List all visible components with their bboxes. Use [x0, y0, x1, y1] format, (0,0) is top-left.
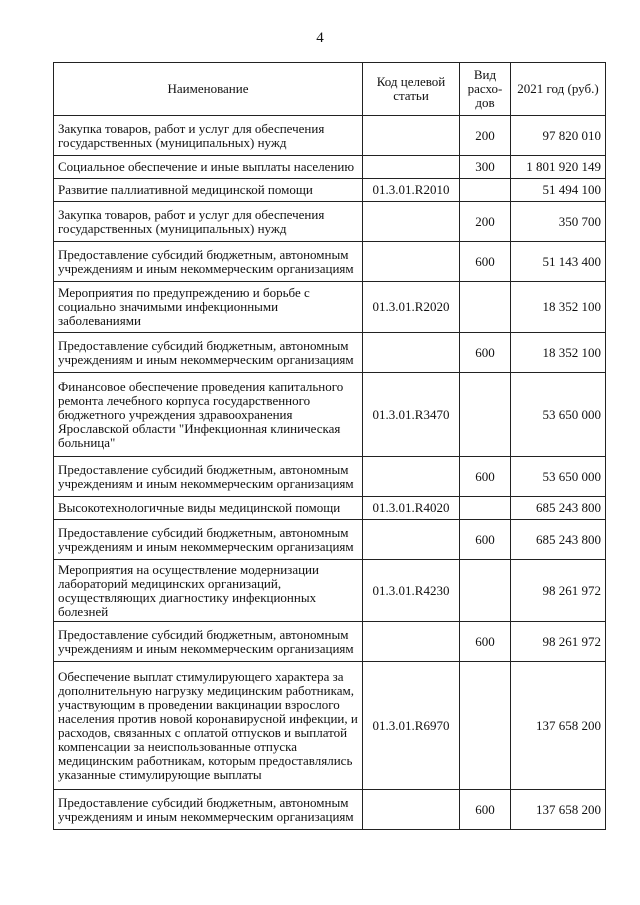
- row-code-cell: 01.3.01.R3470: [363, 373, 460, 457]
- table-row: [54, 622, 606, 662]
- row-code-cell: [363, 457, 460, 497]
- table-body: [54, 116, 606, 830]
- row-code-cell: [363, 520, 460, 560]
- row-code-cell: [363, 622, 460, 662]
- table-row: [54, 373, 606, 457]
- row-name-cell: Предоставление субсидий бюджетным, автономным учреждениям и иным некоммерческим организациям: [54, 520, 363, 560]
- row-name-cell: Предоставление субсидий бюджетным, автономным учреждениям и иным некоммерческим организациям: [54, 622, 363, 662]
- row-amount-cell: 97 820 010: [511, 116, 606, 156]
- row-code-cell: [363, 202, 460, 242]
- row-name-cell: Социальное обеспечение и иные выплаты населению: [54, 156, 363, 179]
- row-amount-cell: 18 352 100: [511, 333, 606, 373]
- table-row: [54, 497, 606, 520]
- row-amount-cell: 51 143 400: [511, 242, 606, 282]
- table-row: [54, 179, 606, 202]
- table-row: [54, 333, 606, 373]
- table-row: [54, 790, 606, 830]
- table-row: [54, 520, 606, 560]
- row-expense-type-cell: 600: [460, 520, 511, 560]
- row-expense-type-cell: 600: [460, 333, 511, 373]
- row-name-cell: Предоставление субсидий бюджетным, автономным учреждениям и иным некоммерческим организациям: [54, 242, 363, 282]
- row-amount-cell: 51 494 100: [511, 179, 606, 202]
- row-amount-cell: 98 261 972: [511, 560, 606, 622]
- table-row: [54, 202, 606, 242]
- row-amount-cell: 18 352 100: [511, 282, 606, 333]
- row-name-cell: Финансовое обеспечение проведения капитального ремонта лечебного корпуса государственного бюджетного учреждения здравоохранения Ярославской области "Инфекционная клиническая больница": [54, 373, 363, 457]
- table-row: [54, 560, 606, 622]
- row-code-cell: 01.3.01.R6970: [363, 662, 460, 790]
- row-amount-cell: 98 261 972: [511, 622, 606, 662]
- table-row: [54, 116, 606, 156]
- header-name: Наименование: [54, 63, 363, 116]
- row-code-cell: [363, 116, 460, 156]
- row-amount-cell: 53 650 000: [511, 457, 606, 497]
- row-expense-type-cell: [460, 179, 511, 202]
- row-name-cell: Мероприятия на осуществление модернизации лабораторий медицинских организаций, осуществляющих диагностику инфекционных болезней: [54, 560, 363, 622]
- row-name-cell: Высокотехнологичные виды медицинской помощи: [54, 497, 363, 520]
- row-expense-type-cell: [460, 560, 511, 622]
- table-row: [54, 242, 606, 282]
- header-amount: 2021 год (руб.): [511, 63, 606, 116]
- row-name-cell: Развитие паллиативной медицинской помощи: [54, 179, 363, 202]
- row-amount-cell: 1 801 920 149: [511, 156, 606, 179]
- budget-table: [53, 62, 606, 830]
- table-header-row: [54, 63, 606, 116]
- header-code: Код целевой статьи: [363, 63, 460, 116]
- row-code-cell: 01.3.01.R2010: [363, 179, 460, 202]
- row-code-cell: 01.3.01.R2020: [363, 282, 460, 333]
- table-row: [54, 662, 606, 790]
- table-row: [54, 282, 606, 333]
- table-row: [54, 457, 606, 497]
- row-code-cell: [363, 156, 460, 179]
- row-code-cell: [363, 790, 460, 830]
- row-amount-cell: 350 700: [511, 202, 606, 242]
- row-expense-type-cell: [460, 662, 511, 790]
- row-code-cell: [363, 333, 460, 373]
- row-code-cell: 01.3.01.R4230: [363, 560, 460, 622]
- row-amount-cell: 685 243 800: [511, 497, 606, 520]
- row-amount-cell: 137 658 200: [511, 790, 606, 830]
- row-expense-type-cell: 600: [460, 790, 511, 830]
- row-expense-type-cell: 600: [460, 457, 511, 497]
- row-name-cell: Предоставление субсидий бюджетным, автономным учреждениям и иным некоммерческим организациям: [54, 457, 363, 497]
- row-amount-cell: 137 658 200: [511, 662, 606, 790]
- row-expense-type-cell: 200: [460, 116, 511, 156]
- row-expense-type-cell: [460, 282, 511, 333]
- row-amount-cell: 53 650 000: [511, 373, 606, 457]
- row-name-cell: Мероприятия по предупреждению и борьбе с социально значимыми инфекционными заболеваниями: [54, 282, 363, 333]
- row-name-cell: Закупка товаров, работ и услуг для обеспечения государственных (муниципальных) нужд: [54, 116, 363, 156]
- row-code-cell: [363, 242, 460, 282]
- row-name-cell: Обеспечение выплат стимулирующего характера за дополнительную нагрузку медицинским работникам, участвующим в проведении вакцинации взрослого населения против новой коронавирусной инфекции, и расходов, связанных с оплатой отпусков и выплатой компенсации за неиспользованные отпуска медицинским работникам, которым предоставлялись указанные стимулирующие выплаты: [54, 662, 363, 790]
- row-code-cell: 01.3.01.R4020: [363, 497, 460, 520]
- row-name-cell: Предоставление субсидий бюджетным, автономным учреждениям и иным некоммерческим организациям: [54, 790, 363, 830]
- row-expense-type-cell: 600: [460, 242, 511, 282]
- row-expense-type-cell: [460, 373, 511, 457]
- header-expense-type: Вид расхо-дов: [460, 63, 511, 116]
- row-name-cell: Закупка товаров, работ и услуг для обеспечения государственных (муниципальных) нужд: [54, 202, 363, 242]
- row-expense-type-cell: [460, 497, 511, 520]
- row-expense-type-cell: 600: [460, 622, 511, 662]
- row-expense-type-cell: 300: [460, 156, 511, 179]
- row-amount-cell: 685 243 800: [511, 520, 606, 560]
- page-number: 4: [316, 30, 324, 46]
- row-name-cell: Предоставление субсидий бюджетным, автономным учреждениям и иным некоммерческим организациям: [54, 333, 363, 373]
- table-row: [54, 156, 606, 179]
- row-expense-type-cell: 200: [460, 202, 511, 242]
